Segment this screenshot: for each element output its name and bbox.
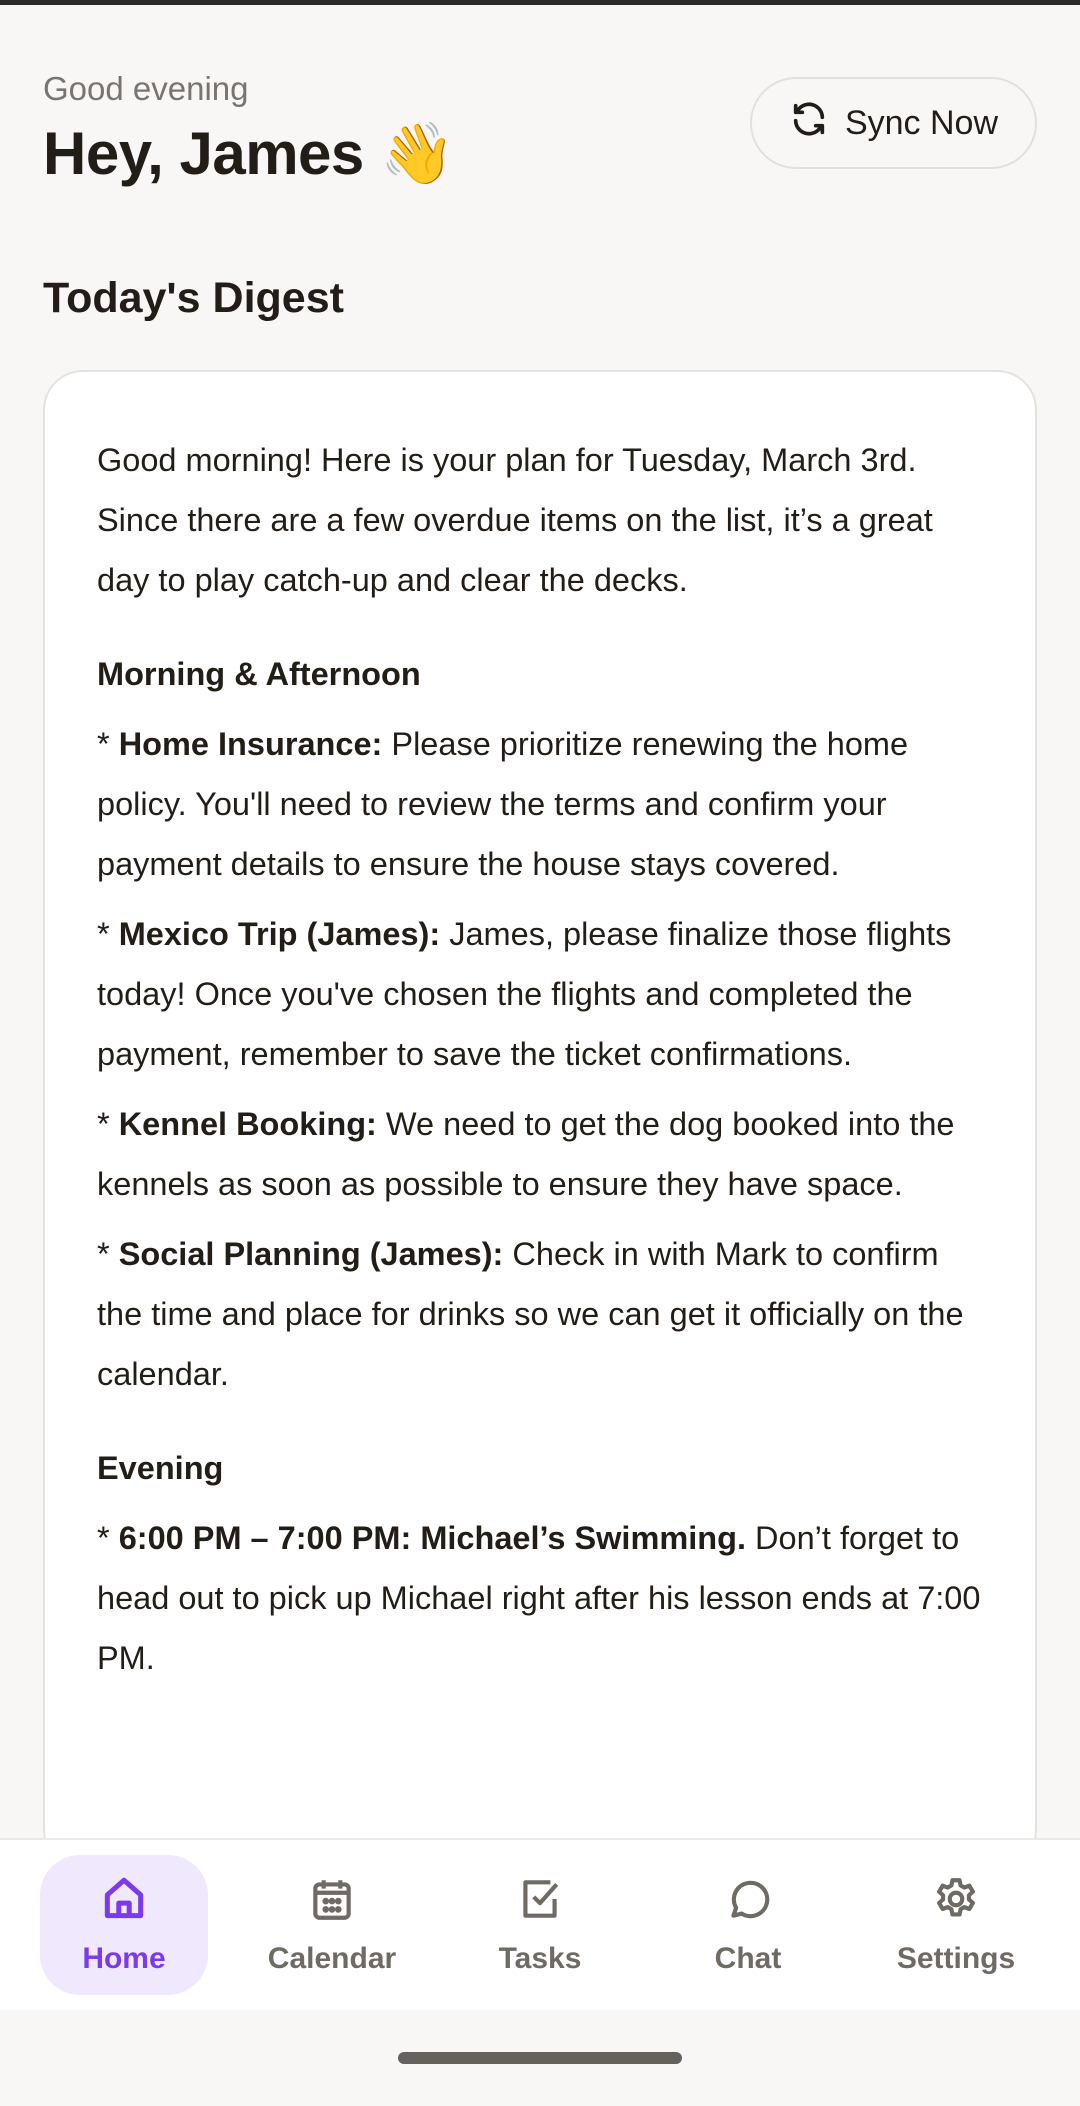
nav-label: Chat — [714, 1942, 782, 1975]
digest-intro: Good morning! Here is your plan for Tuesday, March 3rd. Since there are a few overdue items on the list, it’s a great day to play catch-up and clear the decks. — [97, 442, 933, 598]
list-item: * Mexico Trip (James): James, please finalize those flights today! Once you've chosen the flights and completed the payment, remember to save the ticket confirmations. — [97, 916, 952, 1072]
list-item: * Social Planning (James): Check in with Mark to confirm the time and place for drinks so we can get it officially on the calendar. — [97, 1236, 964, 1392]
status-bar-edge — [0, 0, 1080, 5]
nav-item-home[interactable] — [40, 1855, 208, 1995]
nav-label: Tasks — [498, 1942, 582, 1975]
digest-heading-morning: Morning & Afternoon — [97, 656, 421, 692]
nav-item-settings[interactable] — [872, 1855, 1040, 1995]
list-item: * Home Insurance: Please prioritize renewing the home policy. You'll need to review the terms and confirm your payment details to ensure the house stays covered. — [97, 726, 909, 882]
chat-icon — [723, 1874, 773, 1932]
nav-label: Settings — [896, 1942, 1016, 1975]
home-indicator[interactable] — [398, 2052, 682, 2064]
bottom-nav — [0, 1838, 1080, 2010]
list-item: * 6:00 PM – 7:00 PM: Michael’s Swimming. Don’t forget to head out to pick up Michael right after his lesson ends at 7:00 PM. — [97, 1520, 981, 1676]
digest-section-title: Today's Digest — [43, 274, 344, 322]
gear-icon — [931, 1874, 981, 1932]
sync-now-button[interactable] — [750, 77, 1037, 169]
refresh-icon — [789, 99, 829, 148]
nav-label: Calendar — [267, 1942, 397, 1975]
digest-heading-evening: Evening — [97, 1450, 224, 1486]
tasks-icon — [515, 1874, 565, 1932]
greeting-text: Good evening — [43, 70, 249, 107]
list-item: * Kennel Booking: We need to get the dog booked into the kennels as soon as possible to ensure they have space. — [97, 1106, 955, 1202]
nav-item-chat[interactable] — [664, 1855, 832, 1995]
home-icon — [99, 1874, 149, 1932]
digest-card — [43, 370, 1037, 1870]
nav-item-calendar[interactable] — [248, 1855, 416, 1995]
nav-label: Home — [82, 1942, 166, 1975]
calendar-icon — [307, 1874, 357, 1932]
page-title: Hey, James 👋 — [43, 120, 455, 187]
nav-item-tasks[interactable] — [456, 1855, 624, 1995]
sync-now-label: Sync Now — [844, 103, 999, 142]
